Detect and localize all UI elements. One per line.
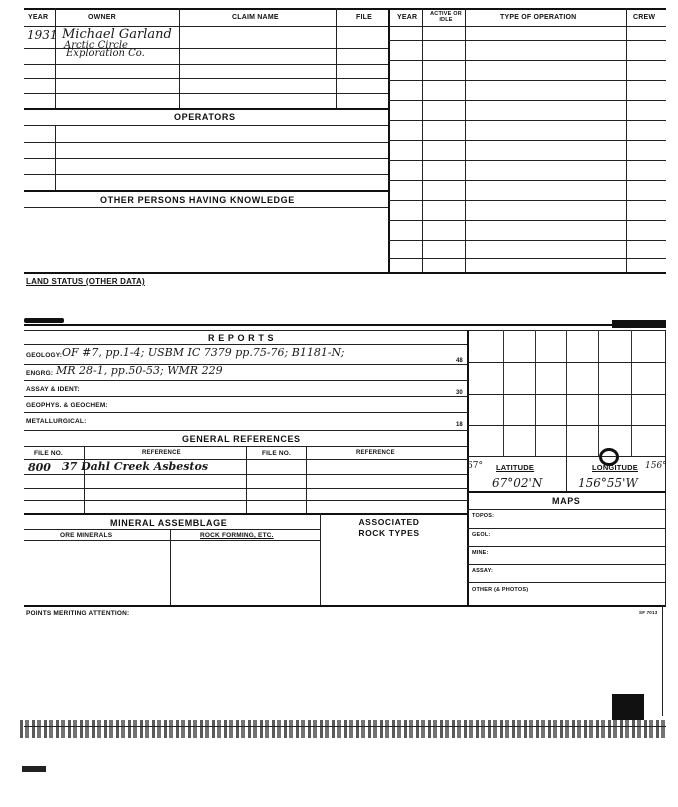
general-references-title: GENERAL REFERENCES — [182, 434, 301, 444]
owner-company-line2: Exploration Co. — [66, 48, 145, 59]
maps-other: OTHER (& PHOTOS) — [472, 587, 529, 593]
geology-value: OF #7, pp.1-4; USBM IC 7379 pp.75-76; B1181-N; — [62, 346, 345, 359]
row-line — [24, 78, 388, 79]
grid-line — [631, 330, 632, 456]
maps-title: MAPS — [552, 496, 581, 506]
ore-minerals-label: ORE MINERALS — [60, 532, 113, 539]
engrg-value: MR 28-1, pp.50-53; WMR 229 — [56, 364, 223, 377]
gr-reference: REFERENCE — [142, 450, 181, 456]
row-line — [24, 64, 388, 65]
associated-rock-types-label: ASSOCIATED ROCK TYPES — [358, 517, 420, 538]
row-line — [388, 120, 666, 121]
other-persons-top-line — [24, 190, 388, 192]
assay-ident-label: ASSAY & IDENT: — [26, 386, 80, 393]
gr-file-no-2: FILE NO. — [262, 450, 292, 457]
scan-mark — [612, 694, 644, 720]
col-divider — [566, 456, 567, 491]
row-line — [388, 200, 666, 201]
row-line — [24, 540, 320, 541]
maps-geol: GEOL: — [472, 532, 491, 538]
maps-assay: ASSAY: — [472, 568, 494, 574]
reports-top-border — [24, 324, 666, 326]
grid-line — [467, 425, 666, 426]
grid-line — [467, 394, 666, 395]
row-line — [24, 529, 320, 530]
header-year-2: YEAR — [397, 14, 418, 21]
owner-company-line1: Arctic Circle — [64, 40, 128, 51]
num-48: 48 — [456, 358, 463, 364]
owner-name: Michael Garland — [62, 27, 172, 42]
grid-line — [467, 362, 666, 363]
gr-reference-2: REFERENCE — [356, 450, 395, 456]
row-line — [388, 220, 666, 221]
row-line — [24, 344, 468, 345]
scan-mark — [22, 766, 46, 772]
row-line — [467, 564, 666, 565]
owner-year: 1931 — [27, 28, 58, 42]
lon-suffix: 156° — [645, 461, 667, 471]
row-line — [24, 207, 388, 208]
row-line — [388, 140, 666, 141]
grid-line — [566, 330, 567, 456]
header-claim-name: CLAIM NAME — [232, 14, 279, 21]
gr-row1-file: 800 — [28, 461, 51, 474]
col-divider — [306, 446, 307, 514]
land-status-label: LAND STATUS (OTHER DATA) — [26, 277, 145, 286]
top-section-bottom — [24, 272, 666, 274]
reports-bottom-line — [24, 605, 666, 607]
col-divider — [84, 446, 85, 514]
gr-row1-ref: 37 Dahl Creek Asbestos — [62, 460, 209, 473]
row-line — [388, 160, 666, 161]
longitude-label: LONGITUDE — [592, 463, 638, 472]
col-divider — [55, 125, 56, 190]
col-divider — [465, 8, 466, 274]
operators-top-line — [24, 108, 388, 110]
col-divider — [170, 529, 171, 606]
longitude-value: 156°55'W — [578, 476, 638, 490]
scan-noise — [20, 720, 666, 738]
maps-topos: TOPOS: — [472, 513, 495, 519]
col-divider — [246, 446, 247, 514]
row-line — [388, 258, 666, 259]
row-line — [388, 240, 666, 241]
points-meriting-attention-label: POINTS MERITING ATTENTION: — [26, 610, 130, 617]
header-owner: OWNER — [88, 14, 116, 21]
grid-line — [535, 330, 536, 456]
row-line — [388, 180, 666, 181]
geology-label: GEOLOGY: — [26, 352, 63, 359]
num-18: 18 — [456, 422, 463, 428]
reports-title: R E P O R T S — [208, 333, 275, 343]
col-divider — [626, 8, 627, 274]
grid-line — [503, 330, 504, 456]
row-line — [467, 582, 666, 583]
row-line — [388, 80, 666, 81]
reports-top-border-2 — [24, 330, 666, 331]
row-line — [24, 380, 468, 381]
grid-line — [598, 330, 599, 456]
mineral-top-line — [24, 513, 468, 515]
row-line — [467, 509, 666, 510]
maps-top-line — [467, 491, 666, 493]
row-line — [24, 396, 468, 397]
form-number: SF 7013 — [639, 610, 658, 615]
row-line — [24, 412, 468, 413]
metallurgical-label: METALLURGICAL: — [26, 418, 87, 425]
row-line — [24, 500, 468, 501]
scan-mark — [24, 318, 64, 323]
row-line — [24, 474, 468, 475]
latitude-label: LATITUDE — [496, 463, 535, 472]
row-line — [24, 488, 468, 489]
row-line — [388, 40, 666, 41]
row-line — [24, 174, 388, 175]
row-line — [24, 125, 388, 126]
num-30: 30 — [456, 390, 463, 396]
operators-title: OPERATORS — [174, 112, 236, 122]
rock-forming-label: ROCK FORMING, ETC. — [200, 532, 274, 539]
lat-prefix: 67° — [467, 461, 483, 471]
col-divider — [320, 513, 321, 606]
row-line — [24, 93, 388, 94]
bottom-line — [24, 726, 666, 727]
header-file: FILE — [356, 14, 372, 21]
row-line — [24, 142, 388, 143]
row-line — [24, 430, 468, 431]
maps-mine: MINE: — [472, 550, 489, 556]
engrg-label: ENGRG: — [26, 370, 54, 377]
other-persons-title: OTHER PERSONS HAVING KNOWLEDGE — [100, 195, 295, 205]
top-border — [24, 8, 666, 10]
row-line — [467, 546, 666, 547]
row-line — [24, 158, 388, 159]
geophys-label: GEOPHYS. & GEOCHEM: — [26, 402, 108, 409]
header-year: YEAR — [28, 14, 49, 21]
row-line — [467, 528, 666, 529]
right-border — [662, 606, 663, 716]
header-active-idle: ACTIVE OR IDLE — [430, 11, 462, 23]
col-divider-main — [388, 8, 390, 274]
header-type-operation: TYPE OF OPERATION — [500, 14, 577, 21]
row-line — [388, 60, 666, 61]
header-crew: CREW — [633, 14, 656, 21]
col-divider — [422, 8, 423, 274]
latitude-value: 67°02'N — [492, 476, 543, 490]
gr-file-no: FILE NO. — [34, 450, 64, 457]
mineral-assemblage-title: MINERAL ASSEMBLAGE — [110, 518, 228, 528]
row-line — [388, 100, 666, 101]
